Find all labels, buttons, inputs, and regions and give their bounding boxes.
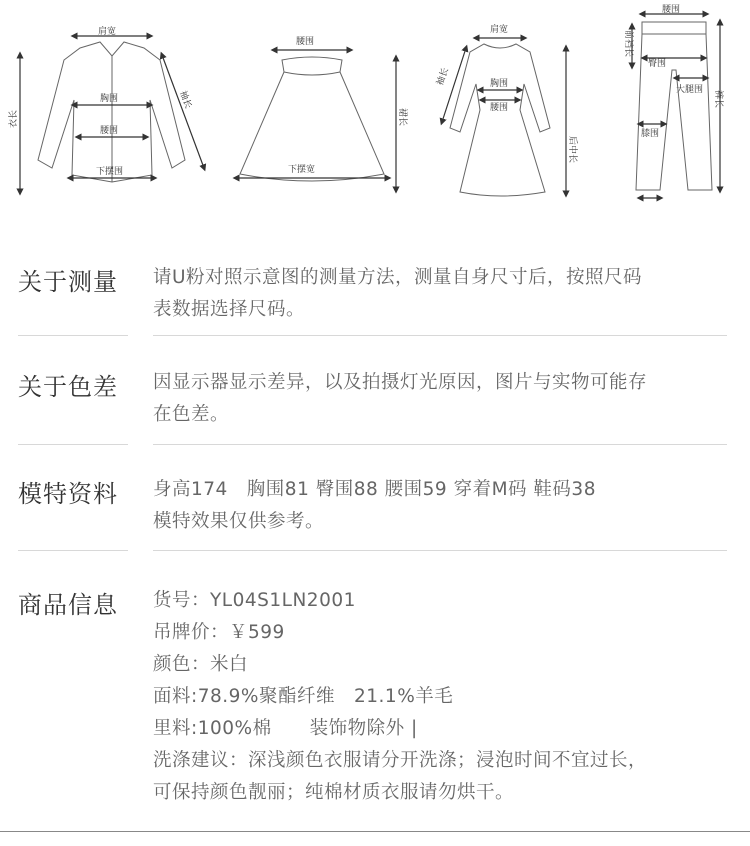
section-body-measurement	[153, 262, 733, 326]
pants-thigh-label: 大腿围	[676, 85, 704, 95]
divider	[153, 550, 727, 551]
dress-sleeve-label: 袖长	[435, 66, 451, 88]
skirt-waist-label: 腰围	[296, 37, 315, 47]
section-title-color-difference: 关于色差	[18, 373, 118, 401]
fabric: 面料:78.9%聚酯纤维 21.1%羊毛	[153, 686, 454, 707]
section-measurement	[18, 262, 728, 332]
section-body-model-info	[153, 474, 733, 538]
section-title-model-info: 模特资料	[18, 480, 118, 508]
dress-diagram	[434, 23, 579, 196]
shirt-length-label: 衣长	[9, 109, 19, 128]
skirt-outline	[240, 57, 384, 181]
wash-advice-cont: 可保持颜色靓丽；纯棉材质衣服请勿烘干。	[153, 782, 515, 803]
divider	[18, 335, 128, 336]
skirt-length-label: 裙长	[397, 108, 407, 127]
shirt-shoulder-label: 肩宽	[98, 27, 117, 37]
pants-outline	[636, 22, 712, 190]
divider	[18, 550, 128, 551]
shirt-chest-label: 胸围	[100, 94, 119, 104]
section-color-difference	[18, 367, 728, 437]
pants-diagram	[623, 4, 725, 198]
shirt-waist-label: 腰围	[100, 126, 119, 136]
dress-shoulder-label: 肩宽	[490, 25, 509, 35]
text-line: 请U粉对照示意图的测量方法，测量自身尺寸后，按照尺码	[153, 267, 643, 288]
dress-outline	[450, 44, 550, 196]
pants-knee-label: 膝围	[641, 129, 660, 139]
divider	[153, 335, 727, 336]
divider	[153, 444, 727, 445]
text-line: 在色差。	[153, 404, 230, 425]
divider	[18, 444, 128, 445]
dress-back-length-label: 后中长	[567, 136, 577, 164]
shirt-sleeve-label: 袖长	[177, 89, 193, 110]
shirt-diagram	[7, 25, 204, 192]
text-line: 表数据选择尺码。	[153, 299, 306, 320]
color: 颜色：米白	[153, 654, 249, 675]
text-line: 身高174 胸围81 臀围88 腰围59 穿着M码 鞋码38	[153, 479, 596, 500]
measurement-diagrams	[0, 0, 750, 210]
skirt-hem-label: 下摆宽	[288, 165, 316, 175]
dress-chest-label: 胸围	[490, 79, 509, 89]
section-model-info	[18, 474, 728, 544]
lining: 里料:100%棉 装饰物除外 |	[153, 718, 418, 739]
pants-front-rise-label: 前裆长	[623, 30, 633, 58]
tag-price: 吊牌价：￥599	[153, 622, 285, 643]
bottom-divider	[0, 831, 750, 832]
shirt-hem-label: 下摆围	[96, 167, 124, 177]
pants-hip-label: 臀围	[648, 59, 667, 69]
text-line: 因显示器显示差异，以及拍摄灯光原因，图片与实物可能存	[153, 372, 648, 393]
section-body-color-difference	[153, 367, 733, 431]
wash-advice: 洗涤建议：深浅颜色衣服请分开洗涤；浸泡时间不宜过长，	[153, 750, 648, 771]
skirt-diagram	[236, 36, 408, 190]
dress-waist-label: 腰围	[490, 103, 509, 113]
pants-length-label: 裤长	[713, 90, 723, 109]
section-title-measurement: 关于测量	[18, 268, 118, 296]
pants-waist-label: 腰围	[662, 5, 681, 15]
section-title-product-info: 商品信息	[18, 591, 118, 619]
text-line: 模特效果仅供参考。	[153, 511, 325, 532]
section-product-info	[18, 585, 728, 815]
section-body-product-info	[153, 585, 733, 809]
item-number: 货号：YL04S1LN2001	[153, 590, 356, 611]
